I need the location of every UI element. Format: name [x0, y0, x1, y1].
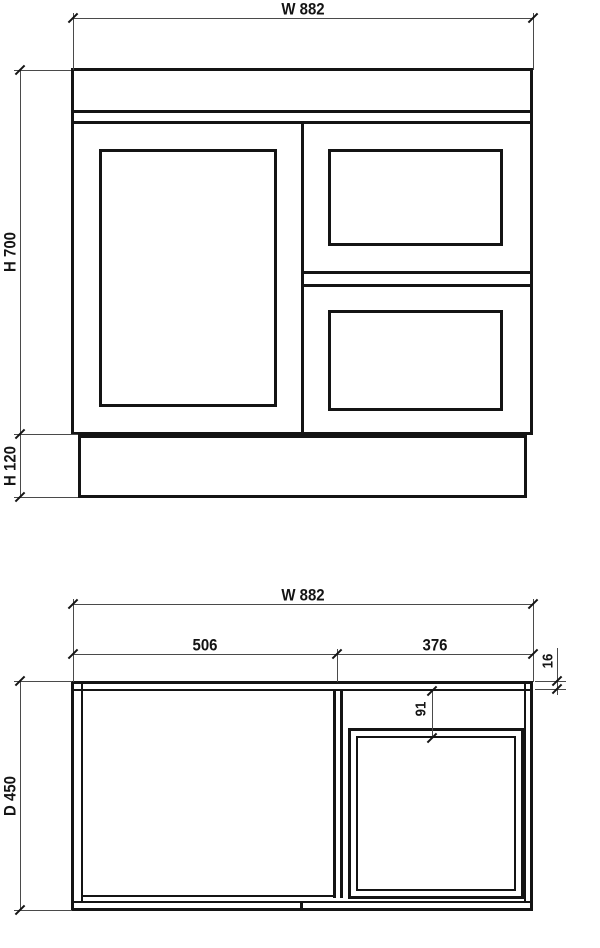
front-width-label: W 882	[281, 0, 325, 19]
plan-depth-label: D 450	[0, 776, 20, 816]
front-drawer-gap-upper-line	[301, 271, 533, 274]
plan-thickness-ext-bottom	[535, 689, 566, 690]
front-door-drawer-divider	[301, 121, 304, 435]
plan-thickness-ext-top	[535, 681, 566, 682]
plan-drawer-section-width-label: 376	[422, 635, 448, 655]
front-countertop-line	[71, 110, 533, 113]
plan-thickness-label: 16	[539, 653, 557, 669]
plan-width-ext-right	[533, 599, 534, 682]
plan-front-panel-line	[74, 689, 531, 691]
plan-right-side-panel-line	[524, 684, 526, 902]
front-height-ext-bottom	[14, 497, 78, 498]
front-drawer-gap-lower-line	[301, 284, 533, 287]
plan-partition-right-line	[340, 689, 343, 898]
plan-door-section-width-label: 506	[192, 635, 218, 655]
plan-width-label: W 882	[281, 585, 325, 605]
plan-inset-dim-line	[432, 691, 433, 738]
plan-width-ext-left	[73, 599, 74, 682]
front-height-ext-top	[14, 70, 71, 71]
front-plinth-height-label: H 120	[0, 446, 20, 486]
plan-partition-left-line	[333, 689, 336, 898]
front-height-label: H 700	[0, 232, 20, 272]
plan-sections-dim-line	[73, 654, 533, 655]
plan-depth-ext-top	[14, 681, 72, 682]
front-door-panel	[99, 149, 277, 407]
front-bottom-drawer-panel	[328, 310, 503, 411]
front-top-drawer-panel	[328, 149, 503, 246]
front-height-ext-mid	[14, 434, 78, 435]
plan-drawer-box-inner	[356, 736, 516, 891]
front-width-ext-right	[533, 13, 534, 70]
plan-inset-label: 91	[412, 701, 430, 717]
plan-back-joint-tick	[300, 901, 303, 909]
plan-left-side-panel-line	[81, 684, 83, 902]
front-plinth	[78, 435, 527, 498]
plan-left-section-back-line	[83, 895, 333, 897]
plan-depth-ext-bottom	[14, 910, 72, 911]
plan-depth-dim-line	[20, 681, 21, 911]
front-width-ext-left	[73, 13, 74, 70]
